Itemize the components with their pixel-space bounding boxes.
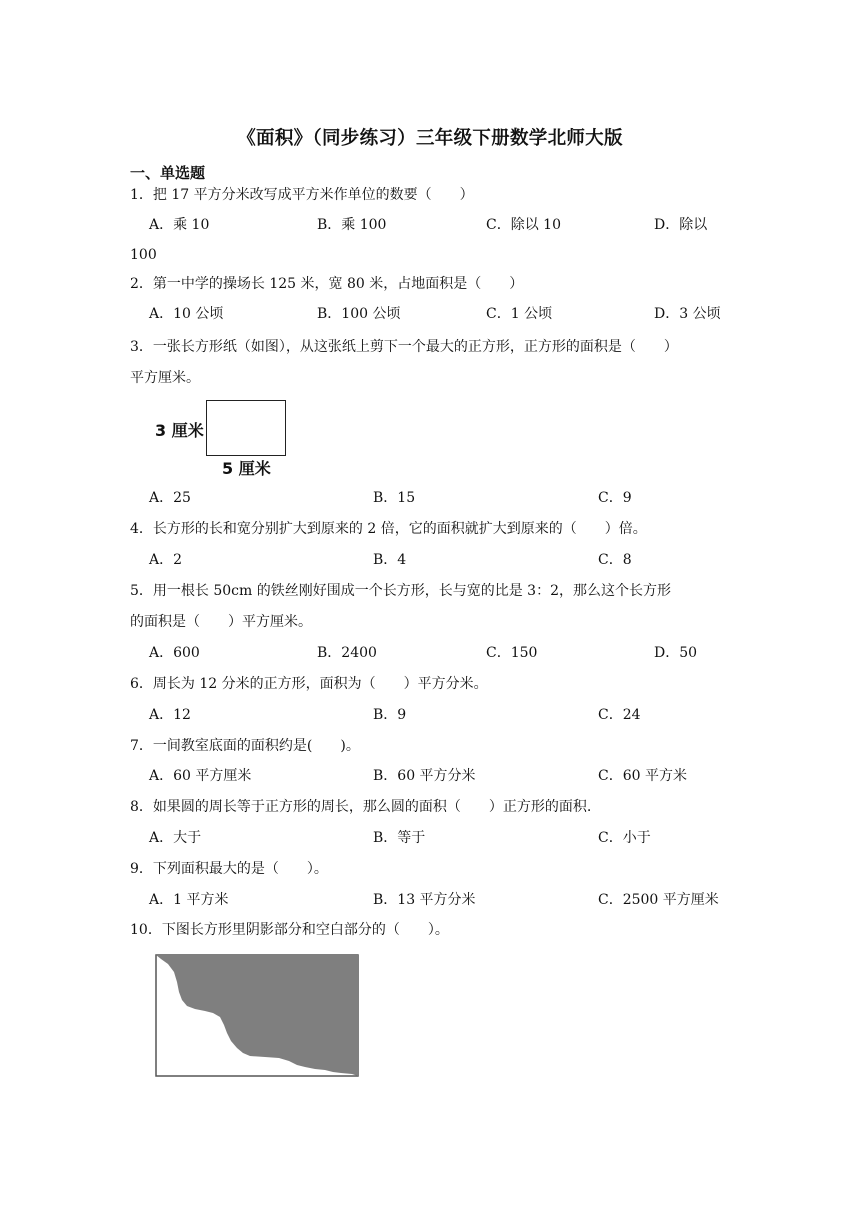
question-8-option-c: C．小于 [598, 830, 651, 846]
question-3-option-c: C．9 [598, 490, 632, 506]
question-1-option-d-continued: 100 [130, 247, 157, 263]
question-7-stem: 7．一间教室底面的面积约是( )。 [130, 738, 360, 754]
question-1-option-c: C．除以 10 [486, 217, 561, 233]
shaded-rectangle-figure [155, 954, 360, 1078]
figure-side-label: 3 厘米 [155, 421, 204, 440]
question-3-stem-line-2: 平方厘米。 [130, 370, 200, 386]
question-10-stem: 10．下图长方形里阴影部分和空白部分的（ ）。 [130, 922, 449, 938]
question-7-option-a: A．60 平方厘米 [149, 768, 252, 784]
question-3-option-a: A．25 [149, 490, 191, 506]
question-7-option-b: B．60 平方分米 [373, 768, 476, 784]
question-5-option-d: D．50 [654, 645, 698, 661]
question-8-option-a: A．大于 [149, 830, 202, 846]
figure-bottom-label: 5 厘米 [222, 459, 271, 478]
question-5-option-a: A．600 [149, 645, 200, 661]
question-2-option-a: A．10 公顷 [149, 306, 224, 322]
page-title: 《面积》（同步练习）三年级下册数学北师大版 [237, 128, 623, 149]
question-4-option-b: B．4 [373, 552, 407, 568]
question-6-option-b: B．9 [373, 707, 407, 723]
question-5-option-c: C．150 [486, 645, 538, 661]
question-6-stem: 6．周长为 12 分米的正方形，面积为（ ）平方分米。 [130, 676, 488, 692]
question-5-stem-line-2: 的面积是（ ）平方厘米。 [130, 614, 312, 630]
question-2-option-c: C．1 公顷 [486, 306, 553, 322]
question-3-option-b: B．15 [373, 490, 416, 506]
question-8-option-b: B．等于 [373, 830, 426, 846]
section-heading: 一、单选题 [130, 164, 206, 182]
question-9-option-a: A．1 平方米 [149, 892, 229, 908]
question-5-stem-line-1: 5．用一根长 50cm 的铁丝刚好围成一个长方形，长与宽的比是 3：2，那么这个长方形 [130, 583, 672, 599]
question-9-stem: 9．下列面积最大的是（ ）。 [130, 861, 328, 877]
question-5-option-b: B．2400 [317, 645, 377, 661]
question-9-option-b: B．13 平方分米 [373, 892, 476, 908]
question-9-option-c: C．2500 平方厘米 [598, 892, 719, 908]
question-3-stem-line-1: 3．一张长方形纸（如图），从这张纸上剪下一个最大的正方形，正方形的面积是（ ） [130, 339, 678, 355]
question-1-option-d: D．除以 [654, 217, 708, 233]
question-4-option-c: C．8 [598, 552, 632, 568]
question-2-stem: 2．第一中学的操场长 125 米，宽 80 米，占地面积是（ ） [130, 276, 524, 292]
question-2-option-b: B．100 公顷 [317, 306, 401, 322]
question-1-stem: 1．把 17 平方分米改写成平方米作单位的数要（ ） [130, 187, 474, 203]
question-7-option-c: C．60 平方米 [598, 768, 687, 784]
question-1-option-a: A．乘 10 [149, 217, 210, 233]
question-4-stem: 4．长方形的长和宽分别扩大到原来的 2 倍，它的面积就扩大到原来的（ ）倍。 [130, 521, 647, 537]
question-8-stem: 8．如果圆的周长等于正方形的周长，那么圆的面积（ ）正方形的面积. [130, 799, 592, 815]
question-1-option-b: B．乘 100 [317, 217, 387, 233]
question-2-option-d: D．3 公顷 [654, 306, 721, 322]
rectangle-figure [206, 400, 286, 456]
question-6-option-c: C．24 [598, 707, 641, 723]
question-4-option-a: A．2 [149, 552, 183, 568]
question-6-option-a: A．12 [149, 707, 191, 723]
